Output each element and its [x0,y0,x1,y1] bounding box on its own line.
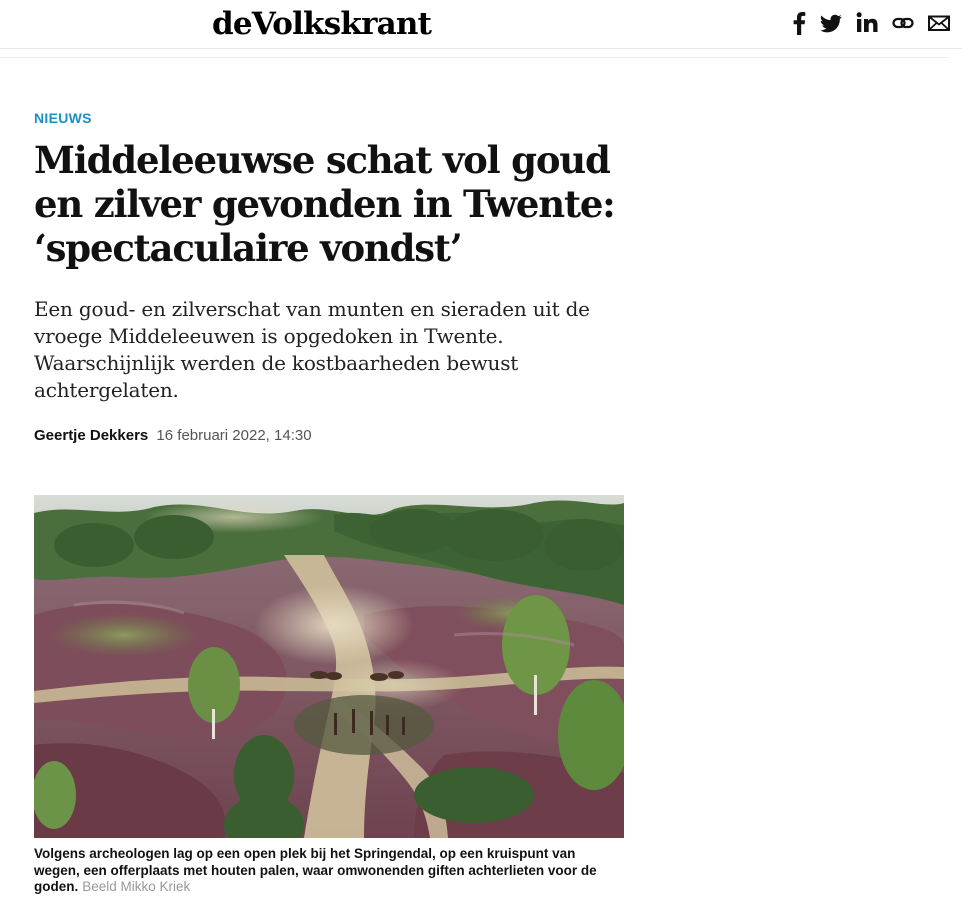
article-intro: Een goud- en zilverschat van munten en sieraden uit de vroege Middeleeuwen is opgedoken in Twente. Waarschijnlijk werden de kostbaarheden bewust achtergelaten. [34,297,590,402]
caption-text: Volgens archeologen lag op een open plek bij het Springendal, op een kruispunt van wegen, een offerplaats met houten palen, waar omwonenden giften achterlieten voor de goden. [34,846,597,894]
image-caption [34,846,624,896]
mail-icon[interactable] [928,11,950,35]
link-icon[interactable] [892,11,914,35]
facebook-icon[interactable] [792,11,806,35]
section-label[interactable]: NIEUWS [34,110,92,126]
linkedin-icon[interactable] [856,11,878,35]
header-divider [0,57,948,58]
site-logo[interactable]: deVolkskrant [212,6,432,42]
headline-line: ‘spectaculaire vondst’ [34,226,462,270]
heathland-illustration [34,495,624,838]
publish-date: 16 februari 2022, 14:30 [156,427,312,444]
image-credit: Beeld Mikko Kriek [82,879,191,894]
site-header [0,0,962,49]
twitter-icon[interactable] [820,11,842,35]
article-image[interactable] [34,495,624,838]
headline-line: en zilver gevonden in Twente: [34,182,615,226]
byline [34,426,312,446]
share-bar [792,10,950,36]
article-headline [34,138,624,270]
headline-line: Middeleeuwse schat vol goud [34,138,610,182]
author-name[interactable]: Geertje Dekkers [34,427,149,444]
